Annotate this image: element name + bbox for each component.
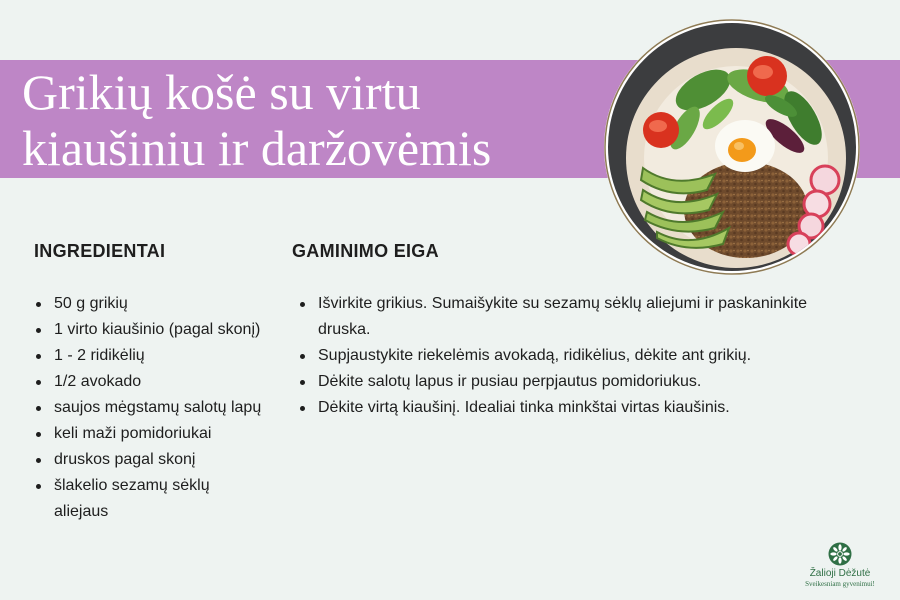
steps-heading: GAMINIMO EIGA: [292, 241, 439, 261]
ingredient-item: 1 virto kiaušinio (pagal skonį): [34, 317, 264, 343]
steps-list: [298, 291, 858, 421]
ingredients-list: [34, 291, 264, 525]
ingredients-heading: INGREDIENTAI: [34, 241, 166, 261]
brand-tagline: Sveikesniam gyvenimui!: [805, 580, 875, 588]
step-item: Išvirkite grikius. Sumaišykite su sezamų sėklų aliejumi ir paskaninkite druska.: [298, 291, 858, 343]
step-item: Supjaustykite riekelėmis avokadą, ridikėlius, dėkite ant grikių.: [298, 343, 858, 369]
ingredient-item: 1 - 2 ridikėlių: [34, 343, 264, 369]
step-item: Dėkite virtą kiaušinį. Idealiai tinka minkštai virtas kiaušinis.: [298, 395, 858, 421]
ingredient-item: šlakelio sezamų sėklų aliejaus: [34, 473, 264, 525]
ingredient-item: druskos pagal skonį: [34, 447, 264, 473]
brand-logo: [798, 542, 882, 589]
brand-name: Žalioji Dėžutė: [809, 568, 871, 579]
ingredient-item: keli maži pomidoriukai: [34, 421, 264, 447]
ingredient-item: saujos mėgstamų salotų lapų: [34, 395, 264, 421]
recipe-title-line-1: Grikių košė su virtu: [22, 64, 421, 120]
ingredient-item: 50 g grikių: [34, 291, 264, 317]
food-bowl-photo: [603, 18, 861, 276]
leaf-mandala-icon: [828, 542, 852, 566]
ingredient-item: 1/2 avokado: [34, 369, 264, 395]
step-item: Dėkite salotų lapus ir pusiau perpjautus pomidoriukus.: [298, 369, 858, 395]
recipe-title-line-2: kiaušiniu ir daržovėmis: [22, 120, 492, 176]
recipe-title: [22, 64, 622, 176]
